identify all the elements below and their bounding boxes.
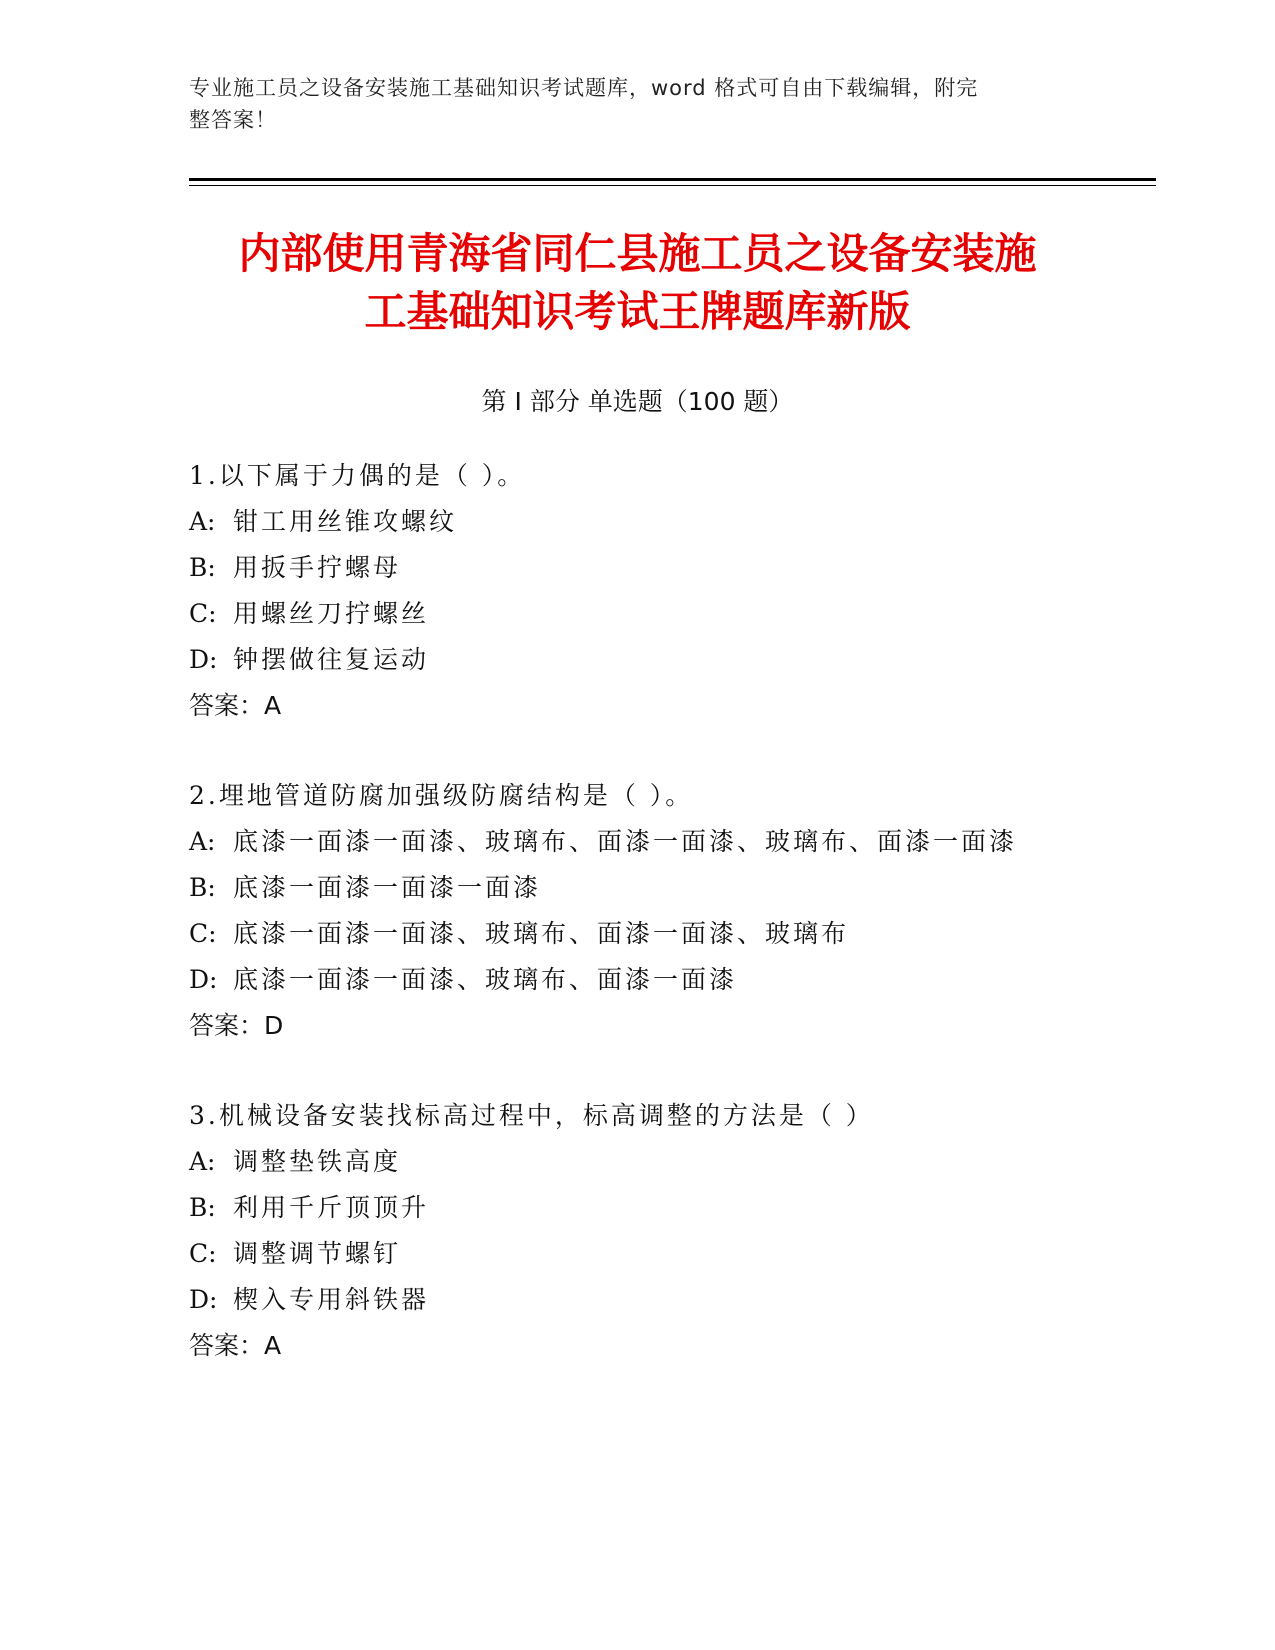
option-letter: D: — [189, 965, 218, 994]
document-title-line-2: 工基础知识考试王牌题库新版 — [364, 287, 911, 336]
header-rule-thick — [189, 178, 1156, 181]
question-1 — [189, 453, 1089, 729]
option-letter: A: — [189, 507, 216, 536]
answer: 答案：D — [189, 1011, 284, 1040]
option-letter: C: — [189, 919, 217, 948]
option-a — [189, 819, 1089, 865]
question-2 — [189, 773, 1089, 1049]
option-d — [189, 957, 1089, 1003]
document-title-line-1: 内部使用青海省同仁县施工员之设备安装施 — [238, 229, 1037, 278]
option-a — [189, 499, 1089, 545]
option-letter: A: — [189, 1147, 216, 1176]
header-note-line-2: 整答案！ — [189, 108, 277, 132]
header-note-line-1: 专业施工员之设备安装施工基础知识考试题库，word 格式可自由下载编辑，附完 — [189, 76, 979, 100]
option-letter: C: — [189, 1239, 217, 1268]
option-c — [189, 591, 1089, 637]
option-letter: D: — [189, 1285, 218, 1314]
option-text: 用扳手拧螺母 — [233, 553, 402, 582]
document-title — [160, 225, 1115, 341]
option-text: 楔入专用斜铁器 — [233, 1285, 430, 1314]
header-note — [189, 72, 1069, 136]
option-c — [189, 1231, 1089, 1277]
answer: 答案：A — [189, 691, 282, 720]
option-text: 底漆一面漆一面漆、玻璃布、面漆一面漆、玻璃布、面漆一面漆 — [233, 827, 1018, 856]
option-text: 底漆一面漆一面漆、玻璃布、面漆一面漆 — [233, 965, 738, 994]
option-letter: B: — [189, 1193, 216, 1222]
option-letter: C: — [189, 599, 217, 628]
option-text: 用螺丝刀拧螺丝 — [233, 599, 430, 628]
option-c — [189, 911, 1089, 957]
option-b — [189, 545, 1089, 591]
option-letter: B: — [189, 873, 216, 902]
option-b — [189, 865, 1089, 911]
option-letter: A: — [189, 827, 216, 856]
question-stem: 3.机械设备安装找标高过程中，标高调整的方法是（ ） — [189, 1101, 874, 1130]
header-rule-thin — [189, 185, 1156, 186]
option-text: 钳工用丝锥攻螺纹 — [233, 507, 458, 536]
option-d — [189, 637, 1089, 683]
question-stem: 2.埋地管道防腐加强级防腐结构是（ ）。 — [189, 781, 694, 810]
option-letter: D: — [189, 645, 218, 674]
option-text: 钟摆做往复运动 — [233, 645, 430, 674]
question-stem: 1.以下属于力偶的是（ ）。 — [189, 461, 526, 490]
option-d — [189, 1277, 1089, 1323]
option-text: 底漆一面漆一面漆、玻璃布、面漆一面漆、玻璃布 — [233, 919, 850, 948]
option-letter: B: — [189, 553, 216, 582]
option-text: 底漆一面漆一面漆一面漆 — [233, 873, 542, 902]
option-text: 调整调节螺钉 — [233, 1239, 402, 1268]
answer: 答案：A — [189, 1331, 282, 1360]
section-heading: 第 I 部分 单选题（100 题） — [481, 387, 794, 416]
option-a — [189, 1139, 1089, 1185]
option-text: 利用千斤顶顶升 — [233, 1193, 430, 1222]
question-3 — [189, 1093, 1089, 1369]
option-text: 调整垫铁高度 — [233, 1147, 402, 1176]
option-b — [189, 1185, 1089, 1231]
